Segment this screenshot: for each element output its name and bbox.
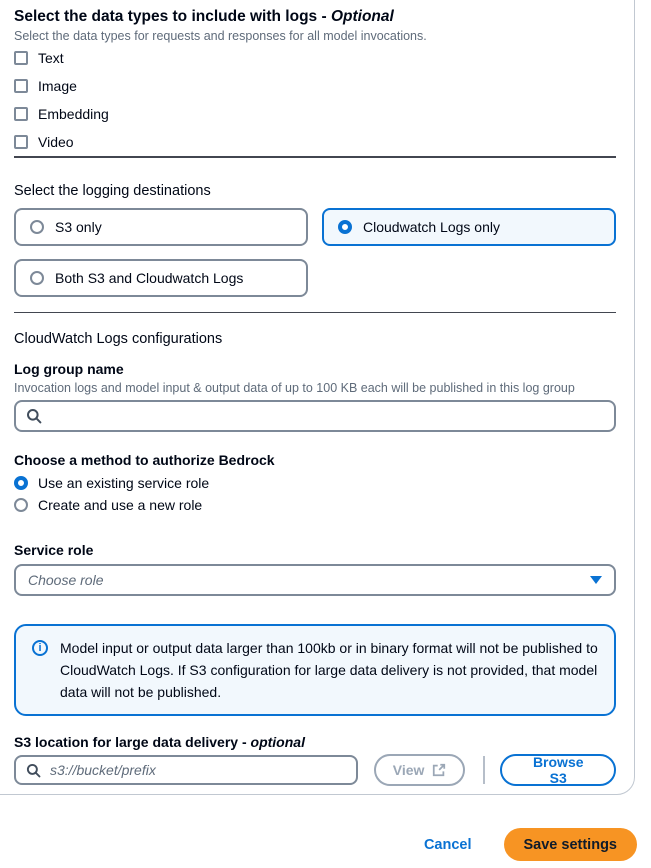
checkbox-row-image[interactable] xyxy=(14,72,616,100)
info-alert-message: Model input or output data larger than 100kb or in binary format will not be published to CloudWatch Logs. If S3 configuration for large data delivery is not provided, that model data will not be published. xyxy=(60,640,598,700)
info-alert xyxy=(14,624,616,716)
log-group-search-field[interactable] xyxy=(51,408,604,424)
radio-both-s3-cloudwatch[interactable] xyxy=(30,271,44,285)
checkbox-label: Embedding xyxy=(38,106,109,122)
cancel-button[interactable]: Cancel xyxy=(423,836,472,853)
log-group-input[interactable] xyxy=(14,400,616,432)
select-placeholder: Choose role xyxy=(28,572,104,588)
optional-tag: optional xyxy=(250,734,305,750)
tile-label: Both S3 and Cloudwatch Logs xyxy=(55,269,244,286)
authorize-method-label: Choose a method to authorize Bedrock xyxy=(14,452,275,468)
radio-s3-only[interactable] xyxy=(30,220,44,234)
radio-label: Create and use a new role xyxy=(38,497,203,513)
tile-label: Cloudwatch Logs only xyxy=(363,218,500,235)
checkbox-row-text[interactable] xyxy=(14,44,616,72)
radio-cloudwatch-only[interactable] xyxy=(338,220,352,234)
radio-label: Use an existing service role xyxy=(38,475,210,491)
caret-down-icon xyxy=(590,576,602,584)
tile-both-s3-cloudwatch[interactable] xyxy=(14,259,308,297)
radio-existing-role[interactable] xyxy=(14,476,28,490)
checkbox-label: Text xyxy=(38,50,64,66)
log-group-label: Log group name xyxy=(14,361,124,377)
view-button[interactable]: View xyxy=(374,754,466,786)
authorize-radio-group xyxy=(14,472,616,516)
save-settings-button[interactable]: Save settings xyxy=(504,828,638,861)
data-types-description: Select the data types for requests and responses for all model invocations. xyxy=(14,29,427,43)
radio-row-existing-role[interactable] xyxy=(14,472,616,494)
radio-new-role[interactable] xyxy=(14,498,28,512)
info-icon: i xyxy=(32,640,48,656)
search-icon xyxy=(26,408,42,424)
data-type-checkbox-group xyxy=(14,44,616,156)
log-group-description: Invocation logs and model input & output data of up to 100 KB each will be published in this log group xyxy=(14,381,575,395)
section-divider xyxy=(14,156,616,158)
vertical-divider xyxy=(483,756,485,784)
tile-cloudwatch-only[interactable] xyxy=(322,208,616,246)
s3-location-label: S3 location for large data delivery - optional xyxy=(14,734,305,750)
data-types-heading: Select the data types to include with logs - Optional xyxy=(14,8,394,25)
s3-uri-field[interactable] xyxy=(50,762,346,778)
form-footer xyxy=(424,828,637,861)
data-types-heading-text: Select the data types to include with logs xyxy=(14,8,318,25)
logging-settings-form xyxy=(14,0,616,786)
external-link-icon xyxy=(432,763,446,777)
destinations-label: Select the logging destinations xyxy=(14,182,211,199)
browse-s3-button[interactable]: Browse S3 xyxy=(500,754,616,786)
tile-s3-only[interactable] xyxy=(14,208,308,246)
checkbox-label: Video xyxy=(38,134,74,150)
search-icon xyxy=(26,763,41,778)
service-role-select[interactable] xyxy=(14,564,616,596)
s3-location-row xyxy=(14,754,616,786)
radio-row-new-role[interactable] xyxy=(14,494,616,516)
checkbox-video[interactable] xyxy=(14,135,28,149)
checkbox-text[interactable] xyxy=(14,51,28,65)
checkbox-row-embedding[interactable] xyxy=(14,100,616,128)
optional-tag: Optional xyxy=(330,8,394,25)
checkbox-image[interactable] xyxy=(14,79,28,93)
service-role-label: Service role xyxy=(14,542,94,558)
destination-tile-group xyxy=(14,208,616,297)
s3-location-input[interactable] xyxy=(14,755,358,785)
checkbox-label: Image xyxy=(38,78,77,94)
checkbox-row-video[interactable] xyxy=(14,128,616,156)
section-divider xyxy=(14,312,616,314)
checkbox-embedding[interactable] xyxy=(14,107,28,121)
tile-label: S3 only xyxy=(55,218,102,235)
cloudwatch-config-heading: CloudWatch Logs configurations xyxy=(14,331,223,347)
